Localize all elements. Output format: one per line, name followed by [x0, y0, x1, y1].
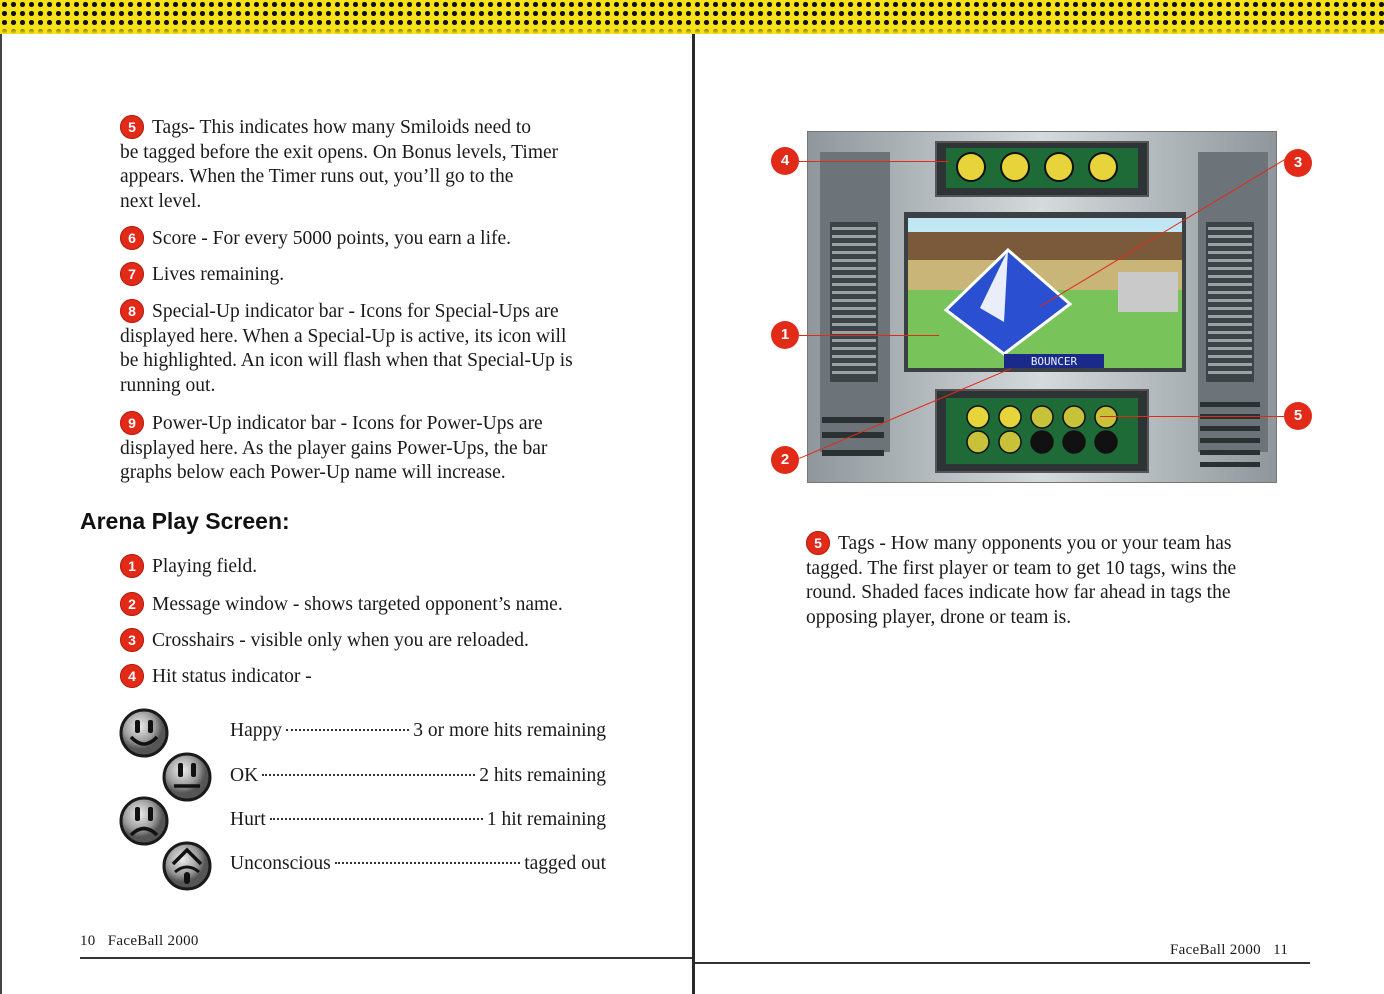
item-text-line: appears. When the Timer runs out, you’ll go to the	[120, 166, 514, 187]
item-text-line: Power-Up indicator bar - Icons for Power-Ups are	[152, 413, 543, 434]
item-text-line: Tags - How many opponents you or your team has	[838, 533, 1232, 554]
page-number: 11	[1273, 942, 1289, 958]
footer-title: FaceBall 2000	[1170, 942, 1261, 958]
number-badge: 4	[120, 664, 144, 688]
item-text-line: Tags- This indicates how many Smiloids need to	[152, 117, 532, 138]
item-text-line: be tagged before the exit opens. On Bonus levels, Timer	[120, 141, 559, 163]
footer-rule	[80, 957, 692, 959]
face-label: Hurt	[230, 809, 266, 830]
item-text-line: graphs below each Power-Up name will increase.	[120, 462, 506, 483]
dot-leader	[270, 818, 483, 820]
face-label: OK	[230, 765, 259, 786]
item-text: Message window - shows targeted opponent’s name.	[152, 594, 563, 615]
bouncer-label: BOUNCER	[1030, 355, 1078, 368]
number-badge: 7	[120, 262, 144, 286]
callout-badge: 4	[771, 147, 799, 175]
callout-badge: 1	[771, 321, 799, 349]
section-heading: Arena Play Screen:	[80, 508, 290, 534]
right-footer	[1170, 942, 1288, 959]
book-spine	[692, 34, 695, 994]
number-badge: 3	[120, 628, 144, 652]
footer-title: FaceBall 2000	[107, 933, 199, 949]
item-text-line: Score - For every 5000 points, you earn a life.	[152, 228, 512, 249]
callout-badge: 2	[771, 446, 799, 474]
callout-line	[1100, 416, 1284, 417]
callout-line	[799, 335, 939, 336]
left-footer	[80, 933, 199, 950]
list-item-playing-field	[120, 554, 257, 580]
item-text-line: be highlighted. An icon will flash when that Special-Up is	[120, 350, 573, 371]
item-text-line: Lives remaining.	[152, 264, 285, 285]
face-value: 3 or more hits remaining	[413, 720, 606, 741]
list-item-message-window	[120, 592, 563, 618]
number-badge: 5	[806, 531, 830, 555]
dot-leader	[286, 729, 409, 731]
face-value: tagged out	[524, 853, 606, 874]
item-text-line: displayed here. As the player gains Power-Ups, the bar	[120, 437, 548, 459]
arena-screen-illustration	[808, 132, 1276, 482]
face-value: 1 hit remaining	[486, 809, 606, 830]
item-text: Crosshairs - visible only when you are reloaded.	[152, 630, 529, 651]
item-text: Playing field.	[152, 556, 258, 577]
face-value: 2 hits remaining	[479, 765, 606, 786]
callout-line	[799, 161, 949, 162]
number-badge: 2	[120, 592, 144, 616]
page-number: 10	[80, 933, 96, 949]
dot-leader	[262, 774, 475, 776]
unconscious-face-icon	[161, 840, 213, 892]
number-badge: 1	[120, 554, 144, 578]
list-item-crosshairs	[120, 628, 529, 654]
item-text: Hit status indicator -	[152, 666, 312, 687]
list-item-hit-status	[120, 664, 312, 690]
item-text-line: tagged. The first player or team to get 10 tags, wins the	[806, 557, 1237, 579]
face-label: Unconscious	[230, 853, 331, 874]
number-badge: 8	[120, 299, 144, 323]
list-item-special-up	[120, 299, 640, 398]
face-label: Happy	[230, 720, 282, 741]
list-item-tags	[120, 115, 620, 214]
callout-badge: 3	[1284, 149, 1312, 177]
item-text-line: next level.	[120, 190, 202, 212]
list-item-tags-right	[806, 531, 1306, 630]
number-badge: 5	[120, 115, 144, 139]
footer-rule	[695, 962, 1310, 964]
game-screenshot	[807, 131, 1277, 483]
number-badge: 9	[120, 411, 144, 435]
list-item-lives	[120, 262, 284, 288]
dot-leader	[335, 862, 520, 864]
item-text-line: Special-Up indicator bar - Icons for Special-Ups are	[152, 301, 559, 322]
item-text-line: running out.	[120, 374, 216, 396]
list-item-score	[120, 226, 511, 252]
number-badge: 6	[120, 226, 144, 250]
item-text-line: round. Shaded faces indicate how far ahead in tags the	[806, 582, 1231, 603]
callout-badge: 5	[1284, 402, 1312, 430]
item-text-line: opposing player, drone or team is.	[806, 606, 1072, 628]
list-item-power-up	[120, 411, 640, 486]
item-text-line: displayed here. When a Special-Up is active, its icon will	[120, 325, 567, 347]
